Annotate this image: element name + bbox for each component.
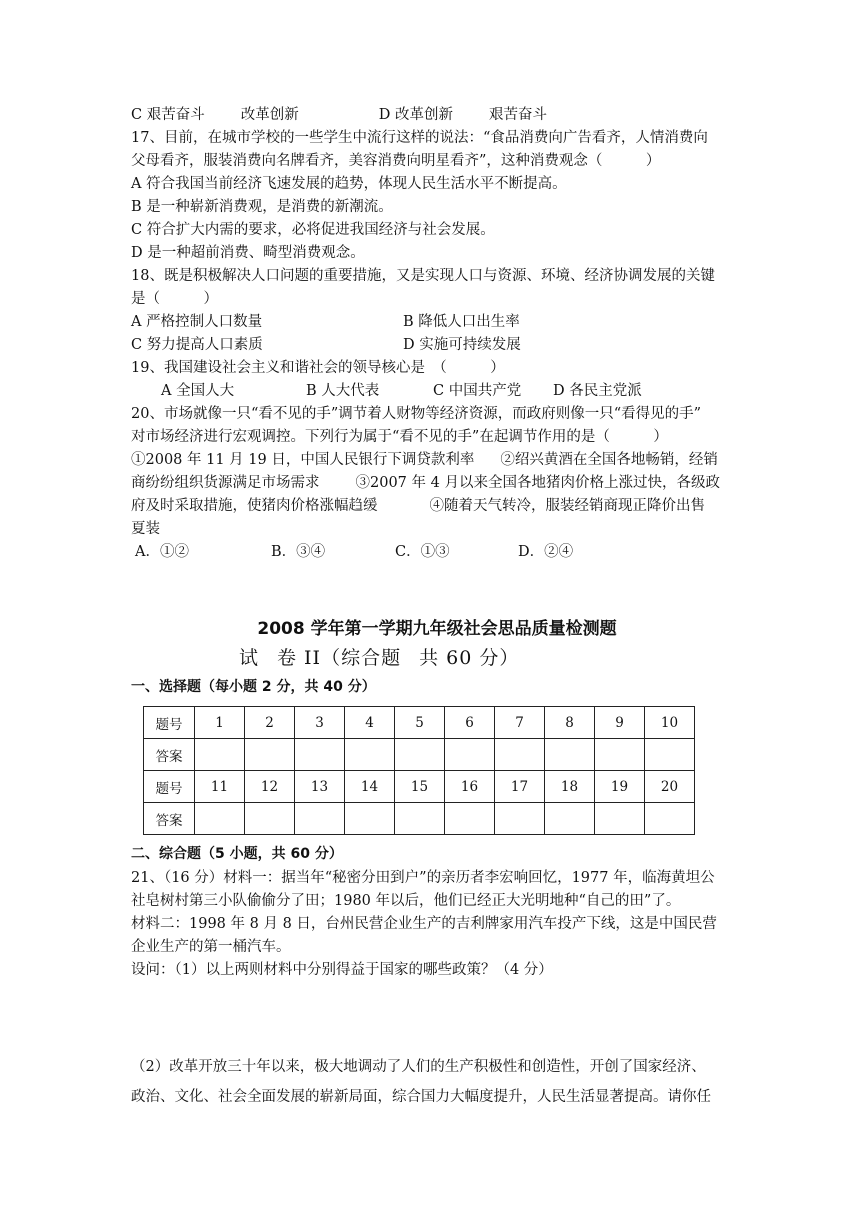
q20-item-2-start: ②绍兴黄酒在全国各地畅销，经销 — [500, 452, 718, 468]
q18-option-c: C 努力提高人口素质 — [131, 337, 263, 353]
answer-cell[interactable] — [595, 803, 645, 835]
table-row — [144, 771, 695, 803]
q20-item-2-end: 商纷纷组织货源满足市场需求 — [131, 475, 320, 491]
answer-table — [143, 706, 695, 835]
q18-option-a: A 严格控制人口数量 — [131, 314, 263, 330]
q19-stem: 19、我国建设社会主义和谐社会的领导核心是 （ ） — [131, 360, 505, 376]
exam-subtitle — [131, 642, 743, 674]
question-number: 10 — [645, 707, 695, 739]
answer-cell[interactable] — [645, 803, 695, 835]
q21-text-line4: 企业生产的第一桶汽车。 — [131, 939, 291, 955]
question-number: 14 — [345, 771, 395, 803]
answer-cell[interactable] — [445, 803, 495, 835]
q18-stem-line1: 18、既是积极解决人口问题的重要措施，又是实现人口与资源、环境、经济协调发展的关键 — [131, 268, 715, 284]
answer-cell[interactable] — [345, 739, 395, 771]
question-number: 13 — [295, 771, 345, 803]
q17-stem-line1: 17、目前，在城市学校的一些学生中流行这样的说法：“食品消费向广告看齐，人情消费向 — [131, 130, 708, 146]
q17-option-b: B 是一种崭新消费观，是消费的新潮流。 — [131, 199, 393, 215]
exam-title: 2008 学年第一学期九年级社会思品质量检测题 — [257, 619, 617, 639]
q20-item-4-start: ④随着天气转冷，服装经销商现正降价出售 — [429, 498, 705, 514]
question-number: 9 — [595, 707, 645, 739]
subtitle-part-b: 卷 II（综合题 — [277, 647, 402, 669]
q20-stem-line1: 20、市场就像一只“看不见的手”调节着人财物等经济资源，而政府则像一只“看得见的手” — [131, 406, 702, 422]
row-label-number: 题号 — [144, 707, 195, 739]
answer-cell[interactable] — [495, 739, 545, 771]
q20-item-3-end: 府及时采取措施，使猪肉价格涨幅趋缓 — [131, 498, 378, 514]
answer-cell[interactable] — [595, 739, 645, 771]
q17-option-d: D 是一种超前消费、畸型消费观念。 — [131, 245, 365, 261]
q20-options — [131, 541, 743, 564]
question-number: 1 — [195, 707, 245, 739]
q20-option-a: A．①② — [135, 544, 189, 560]
q19-option-d: D 各民主党派 — [553, 383, 642, 399]
q19-options — [131, 380, 743, 403]
q20-stem-line2: 对市场经济进行宏观调控。下列行为属于“看不见的手”在起调节作用的是（ ） — [131, 429, 668, 445]
q20-option-c: C．①③ — [395, 544, 450, 560]
page-content — [131, 104, 743, 1112]
table-row — [144, 739, 695, 771]
answer-cell[interactable] — [195, 803, 245, 835]
question-number: 20 — [645, 771, 695, 803]
question-number: 11 — [195, 771, 245, 803]
table-row — [144, 707, 695, 739]
q16-options-cd — [131, 104, 743, 127]
q20-text-line3 — [131, 495, 743, 518]
q18-options — [131, 311, 743, 357]
q21-part2-line1: （2）改革开放三十年以来，极大地调动了人们的生产积极性和创造性，开创了国家经济、 — [131, 1059, 706, 1075]
q20-option-d: D．②④ — [518, 544, 574, 560]
answer-cell[interactable] — [445, 739, 495, 771]
answer-cell[interactable] — [245, 803, 295, 835]
question-number: 17 — [495, 771, 545, 803]
q21-text-line1: 21、（16 分）材料一：据当年“秘密分田到户”的亲历者李宏响回忆，1977 年，临海黄坦公 — [131, 870, 715, 886]
q20-item-1: ①2008 年 11 月 19 日，中国人民银行下调贷款利率 — [131, 452, 475, 468]
answer-cell[interactable] — [545, 739, 595, 771]
row-label-number: 题号 — [144, 771, 195, 803]
q21-part2-line2: 政治、文化、社会全面发展的崭新局面，综合国力大幅度提升，人民生活显著提高。请你任 — [131, 1089, 711, 1105]
row-label-answer: 答案 — [144, 739, 195, 771]
question-number: 2 — [245, 707, 295, 739]
q21-text-line2: 社皂树村第三小队偷偷分了田；1980 年以后，他们已经正大光明地种“自己的田”了。 — [131, 893, 681, 909]
question-number: 16 — [445, 771, 495, 803]
answer-cell[interactable] — [545, 803, 595, 835]
q19-option-b: B 人大代表 — [306, 383, 380, 399]
answer-cell[interactable] — [245, 739, 295, 771]
answer-cell[interactable] — [195, 739, 245, 771]
q19-option-a: A 全国人大 — [161, 383, 235, 399]
q16-option-d: D 改革创新 — [378, 107, 453, 123]
q21-question-1: 设问：（1）以上两则材料中分别得益于国家的哪些政策？（4 分） — [131, 962, 553, 978]
q20-text-line1 — [131, 449, 743, 472]
q16-option-c-part2: 改革创新 — [240, 107, 299, 123]
q18-option-b: B 降低人口出生率 — [403, 314, 520, 330]
question-number: 5 — [395, 707, 445, 739]
q20-text-line2 — [131, 472, 743, 495]
q18-stem-line2: 是（ ） — [131, 291, 218, 307]
q16-option-d-part2: 艰苦奋斗 — [488, 107, 547, 123]
section1-title: 一、选择题（每小题 2 分，共 40 分） — [131, 679, 376, 695]
question-number: 15 — [395, 771, 445, 803]
answer-space[interactable] — [131, 982, 743, 1052]
question-number: 8 — [545, 707, 595, 739]
question-number: 12 — [245, 771, 295, 803]
q16-option-c: C 艰苦奋斗 — [131, 107, 205, 123]
q20-item-3-start: ③2007 年 4 月以来全国各地猪肉价格上涨过快，各级政 — [355, 475, 720, 491]
question-number: 6 — [445, 707, 495, 739]
answer-cell[interactable] — [395, 739, 445, 771]
subtitle-part-c: 共 60 分） — [419, 647, 520, 669]
answer-cell[interactable] — [345, 803, 395, 835]
answer-cell[interactable] — [395, 803, 445, 835]
q20-option-b: B．③④ — [271, 544, 326, 560]
question-number: 7 — [495, 707, 545, 739]
q18-option-d: D 实施可持续发展 — [403, 337, 521, 353]
q17-option-a: A 符合我国当前经济飞速发展的趋势，体现人民生活水平不断提高。 — [131, 176, 567, 192]
q21-text-line3: 材料二：1998 年 8 月 8 日，台州民营企业生产的吉利牌家用汽车投产下线，这是中国民营 — [131, 916, 717, 932]
q19-option-c: C 中国共产党 — [433, 383, 522, 399]
q20-text-line4: 夏装 — [131, 521, 160, 537]
question-number: 3 — [295, 707, 345, 739]
q17-option-c: C 符合扩大内需的要求，必将促进我国经济与社会发展。 — [131, 222, 495, 238]
answer-cell[interactable] — [495, 803, 545, 835]
q17-stem-line2: 父母看齐，服装消费向名牌看齐，美容消费向明星看齐”，这种消费观念（ ） — [131, 153, 661, 169]
answer-cell[interactable] — [645, 739, 695, 771]
table-row — [144, 803, 695, 835]
question-number: 19 — [595, 771, 645, 803]
question-number: 18 — [545, 771, 595, 803]
section2-title: 二、综合题（5 小题，共 60 分） — [131, 846, 343, 862]
question-number: 4 — [345, 707, 395, 739]
answer-cell[interactable] — [295, 803, 345, 835]
subtitle-part-a: 试 — [239, 647, 260, 669]
row-label-answer: 答案 — [144, 803, 195, 835]
answer-cell[interactable] — [295, 739, 345, 771]
